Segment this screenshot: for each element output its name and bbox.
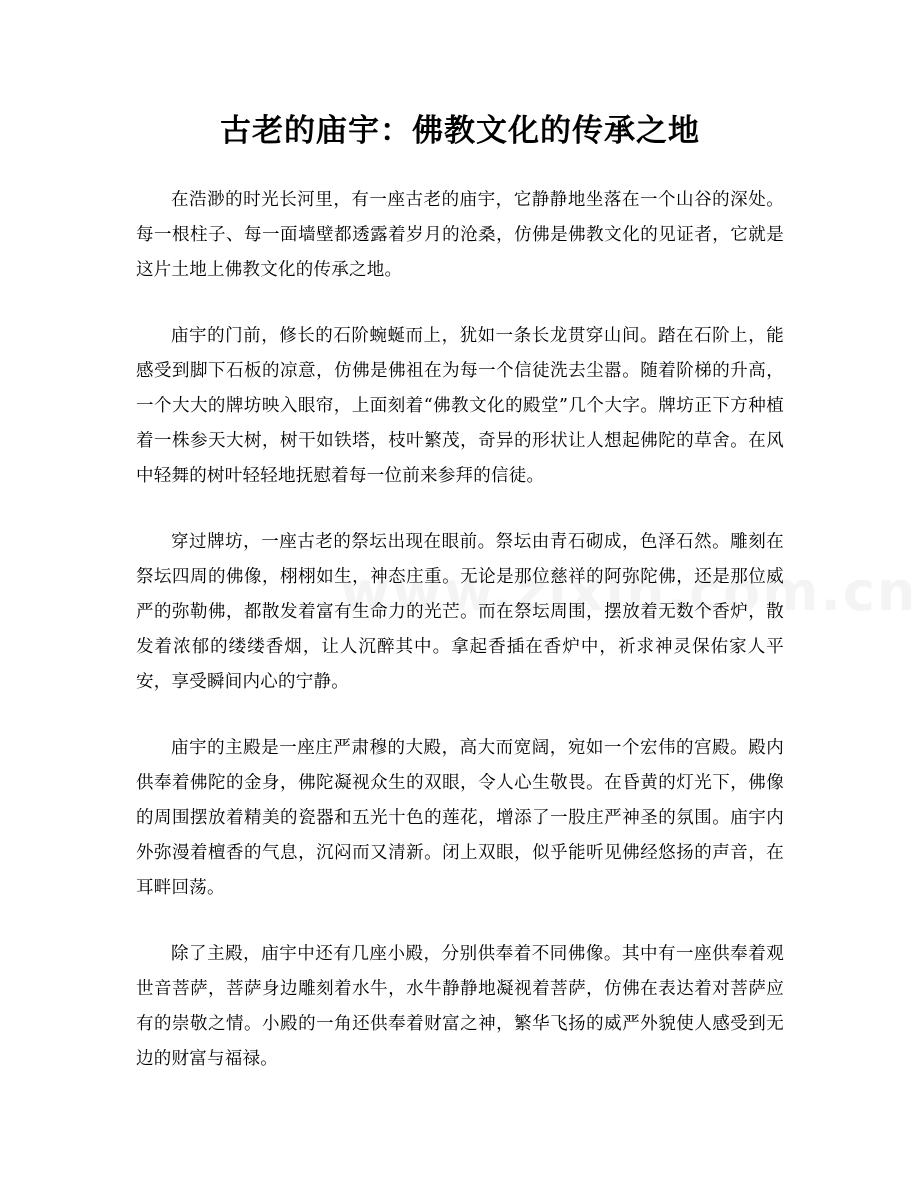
paragraph-5: 除了主殿，庙宇中还有几座小殿，分别供奉着不同佛像。其中有一座供奉着观世音菩萨，菩萨身边雕刻着水牛，水牛静静地凝视着菩萨，仿佛在表达着对菩萨应有的崇敬之情。小殿的一角还供奉着财富之神，繁华飞扬的威严外貌使人感受到无边的财富与福禄。 xyxy=(136,944,784,1069)
paragraph-3: 穿过牌坊，一座古老的祭坛出现在眼前。祭坛由青石砌成，色泽石然。雕刻在祭坛四周的佛像，栩栩如生，神态庄重。无论是那位慈祥的阿弥陀佛，还是那位威严的弥勒佛，都散发着富有生命力的光芒。而在祭坛周围，摆放着无数个香炉，散发着浓郁的缕缕香烟，让人沉醉其中。拿起香插在香炉中，祈求神灵保佑家人平安，享受瞬间内心的宁静。 xyxy=(136,532,784,692)
page-title: 古老的庙宇：佛教文化的传承之地 xyxy=(220,113,700,149)
paragraph-1: 在浩渺的时光长河里，有一座古老的庙宇，它静静地坐落在一个山谷的深处。每一根柱子、每一面墙壁都透露着岁月的沧桑，仿佛是佛教文化的见证者，它就是这片土地上佛教文化的传承之地。 xyxy=(136,190,784,280)
paragraph-4: 庙宇的主殿是一座庄严肃穆的大殿，高大而宽阔，宛如一个宏伟的宫殿。殿内供奉着佛陀的金身，佛陀凝视众生的双眼，令人心生敬畏。在昏黄的灯光下，佛像的周围摆放着精美的瓷器和五光十色的莲花，增添了一股庄严神圣的氛围。庙宇内外弥漫着檀香的气息，沉闷而又清新。闭上双眼，似乎能听见佛经悠扬的声音，在耳畔回荡。 xyxy=(136,738,784,898)
paragraph-2: 庙宇的门前，修长的石阶蜿蜒而上，犹如一条长龙贯穿山间。踏在石阶上，能感受到脚下石板的凉意，仿佛是佛祖在为每一个信徒洗去尘嚣。随着阶梯的升高，一个大大的牌坊映入眼帘，上面刻着“佛教文化的殿堂”几个大字。牌坊正下方种植着一株参天大树，树干如铁塔，枝叶繁茂，奇异的形状让人想起佛陀的草舍。在风中轻舞的树叶轻轻地抚慰着每一位前来参拜的信徒。 xyxy=(136,326,784,486)
document-body xyxy=(136,183,784,1109)
